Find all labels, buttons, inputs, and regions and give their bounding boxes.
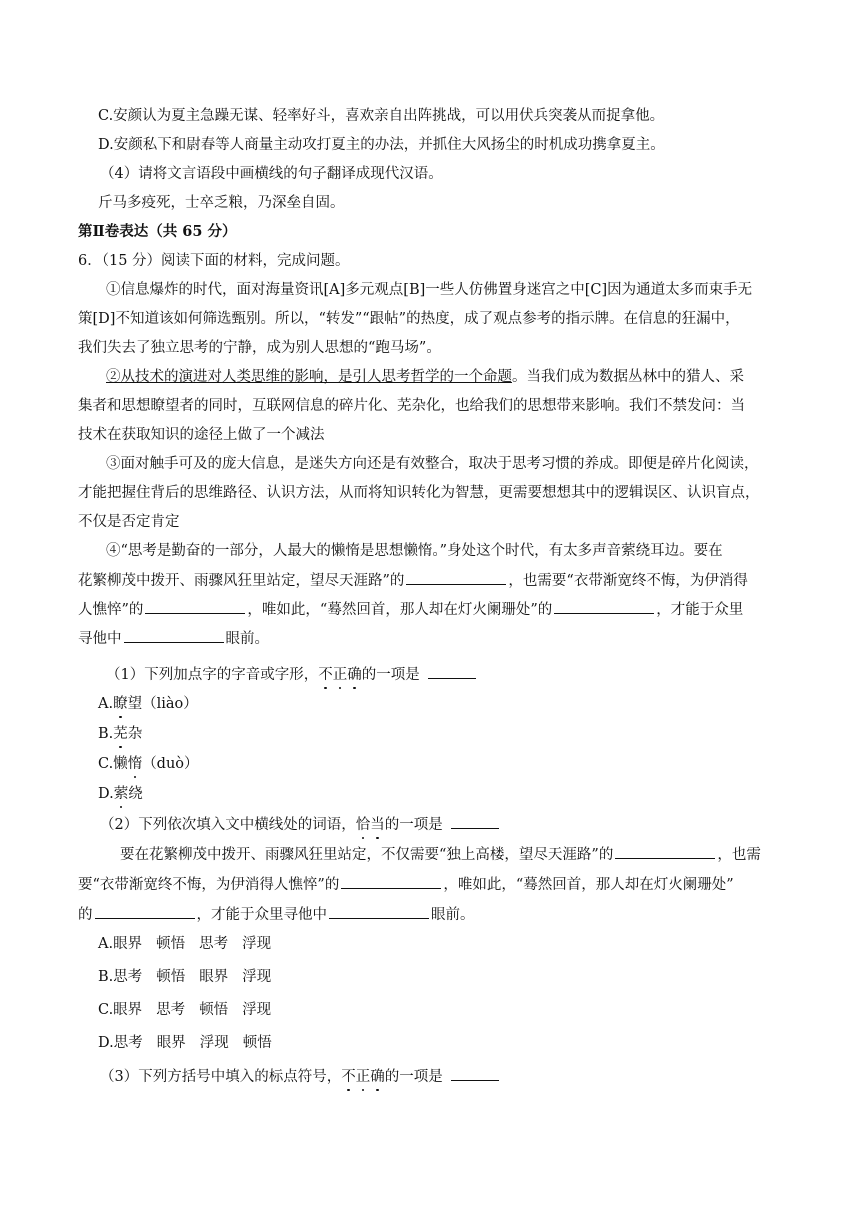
answer-blank[interactable] [428, 664, 476, 679]
paragraph-3-line-1: ③面对触手可及的庞大信息，是迷失方向还是有效整合，取决于思考习惯的养成。即便是碎片化阅读， [106, 456, 759, 472]
paragraph-4-line-1: ④“思考是勤奋的一部分，人最大的懒惰是思想懒惰。”身处这个时代，有太多声音萦绕耳边。要在 [106, 543, 723, 559]
paragraph-2-line-3: 技术在获取知识的途径上做了一个减法 [78, 427, 325, 443]
sub2-line-3: 的 ，才能于众里寻他中 眼前。 [78, 904, 475, 925]
question-4: （4）请将文言语段中画横线的句子翻译成现代汉语。 [100, 166, 443, 182]
paragraph-4-line-2: 花繁柳茂中拨开、雨骤风狂里站定，望尽天涯路”的 ，也需要“衣带渐宽终不悔，为伊消得 [78, 570, 748, 591]
question-6-intro: 6．（15 分）阅读下面的材料，完成问题。 [78, 253, 350, 269]
fill-blank[interactable] [406, 570, 506, 585]
sub1-option-d[interactable]: D.萦绕 [98, 786, 143, 802]
paragraph-2-line-2: 集者和思想瞭望者的同时，互联网信息的碎片化、芜杂化，也给我们的思想带来影响。我们不禁发问：当 [78, 398, 745, 414]
paragraph-1-line-3: 我们失去了独立思考的宁静，成为别人思想的“跑马场”。 [78, 340, 441, 356]
answer-blank[interactable] [451, 1066, 499, 1081]
option-c: C.安颜认为夏主急躁无谋、轻率好斗，喜欢亲自出阵挑战，可以用伏兵突袭从而捉拿他。 [98, 108, 665, 124]
sub2-line-2: 要“衣带渐宽终不悔，为伊消得人憔悴”的 ，唯如此，“蓦然回首，那人却在灯火阑珊处” [78, 874, 734, 895]
underlined-sentence: ②从技术的演进对人类思维的影响，是引人思考哲学的一个命题 [106, 369, 512, 385]
paragraph-1-line-1: ①信息爆炸的时代，面对海量资讯[A]多元观点[B]一些人仿佛置身迷宫之中[C]因为通道太多而束手无 [106, 282, 753, 298]
paragraph-4-line-3: 人憔悴”的 ，唯如此，“蓦然回首，那人却在灯火阑珊处”的 ，才能于众里 [78, 599, 743, 620]
fill-blank[interactable] [145, 599, 245, 614]
section-title: 第Ⅱ卷表达（共 65 分） [78, 223, 237, 240]
paragraph-2-line-1: ②从技术的演进对人类思维的影响，是引人思考哲学的一个命题。当我们成为数据丛林中的猎人、采 [106, 369, 744, 385]
sub1-option-b[interactable]: B.芜杂 [98, 726, 143, 742]
sub1-option-a[interactable]: A.瞭望（liào） [98, 696, 198, 712]
sub2-option-c[interactable]: C.眼界 思考 顿悟 浮现 [98, 1002, 272, 1018]
paragraph-3-line-2: 才能把握住背后的思维路径、认识方法，从而将知识转化为智慧，更需要想想其中的逻辑误区、认识盲点， [78, 485, 760, 501]
sub-question-1: （1）下列加点字的字音或字形，不正确的一项是 [106, 664, 478, 685]
paragraph-4-line-4: 寻他中 眼前。 [78, 628, 269, 649]
sub2-option-d[interactable]: D.思考 眼界 浮现 顿悟 [98, 1035, 272, 1051]
fill-blank[interactable] [341, 874, 441, 889]
option-d: D.安颜私下和尉春等人商量主动攻打夏主的办法，并抓住大风扬尘的时机成功携拿夏主。 [98, 137, 665, 153]
sub1-option-c[interactable]: C.懒惰（duò） [98, 756, 199, 772]
fill-blank[interactable] [124, 628, 224, 643]
fill-blank[interactable] [95, 904, 195, 919]
sub-question-3: （3）下列方括号中填入的标点符号，不正确的一项是 [100, 1066, 501, 1087]
question-4-sentence: 斤马多疫死，士卒乏粮，乃深垒自固。 [98, 195, 345, 211]
paragraph-3-line-3: 不仅是否定肯定 [78, 514, 180, 530]
sub-question-2: （2）下列依次填入文中横线处的词语，恰当的一项是 [100, 814, 501, 835]
fill-blank[interactable] [554, 599, 654, 614]
sub2-option-b[interactable]: B.思考 顿悟 眼界 浮现 [98, 969, 272, 985]
answer-blank[interactable] [451, 814, 499, 829]
sub2-line-1: 要在花繁柳茂中拨开、雨骤风狂里站定，不仅需要“独上高楼，望尽天涯路”的 ，也需 [120, 844, 761, 865]
sub2-option-a[interactable]: A.眼界 顿悟 思考 浮现 [98, 936, 272, 952]
fill-blank[interactable] [329, 904, 429, 919]
paragraph-1-line-2: 策[D]不知道该如何筛选甄别。所以，“转发”“跟帖”的热度，成了观点参考的指示牌。在信息的狂漏中， [78, 311, 740, 327]
fill-blank[interactable] [615, 844, 715, 859]
